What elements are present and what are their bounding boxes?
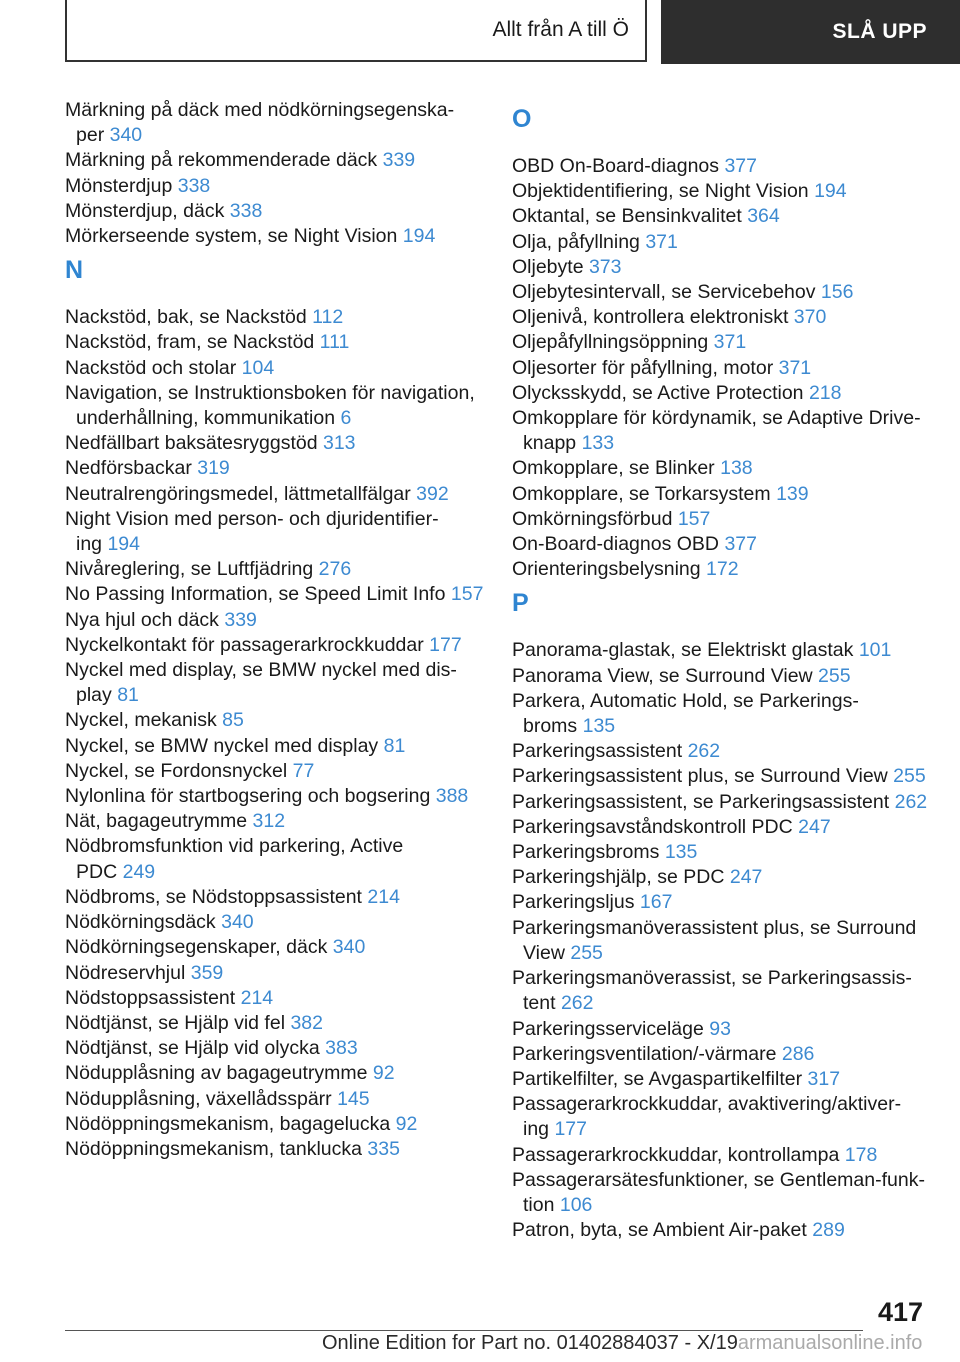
index-entry-text: Märkning på däck med nödkörningsegenska- <box>65 99 455 121</box>
index-entry-text: Nyckel med display, se BMW nyckel med dis- <box>65 659 457 682</box>
index-entry <box>512 179 942 204</box>
index-entry-text: Olja, påfyllning <box>512 230 646 253</box>
index-entry-text: Nödbromsfunktion vid parkering, Active <box>65 835 404 858</box>
index-entry-text: Navigation, se Instruktionsboken för navigation, <box>65 381 475 404</box>
index-entry <box>65 608 495 633</box>
index-entry <box>65 1112 495 1137</box>
page-link[interactable]: 81 <box>383 734 406 757</box>
page-link[interactable]: 177 <box>429 633 462 656</box>
page-link[interactable]: 382 <box>290 1011 323 1034</box>
index-entry-text: Nödöppningsmekanism, tanklucka <box>65 1137 368 1160</box>
index-entry <box>512 1017 942 1042</box>
index-entry-text: tion <box>523 1193 560 1216</box>
index-entry-text: Orienteringsbelysning <box>512 558 707 581</box>
index-entry-text: Parkeringsserviceläge <box>512 1017 710 1040</box>
page-link[interactable]: 335 <box>367 1137 400 1160</box>
page-link[interactable]: 255 <box>818 664 851 687</box>
index-entry-text: knapp <box>523 432 582 455</box>
index-entry-text: Parkeringsassistent plus, se Surround View <box>512 765 894 788</box>
index-entry-text: Patron, byta, se Ambient Air-paket <box>512 1219 813 1242</box>
page-link[interactable]: 364 <box>747 205 780 228</box>
index-entry-text: Mönsterdjup, däck <box>65 199 230 222</box>
index-entry-text: Olycksskydd, se Active Protection <box>512 381 809 404</box>
index-entry <box>65 910 495 935</box>
index-entry <box>65 1087 495 1112</box>
page-link[interactable]: 92 <box>372 1062 395 1085</box>
index-entry-text: Oljenivå, kontrollera elektroniskt <box>512 306 794 329</box>
index-entry-text: ing <box>523 1118 555 1141</box>
tab-lookup[interactable] <box>661 0 960 64</box>
index-entry <box>512 356 942 381</box>
index-entry <box>512 1143 942 1168</box>
index-entry <box>65 356 495 381</box>
index-entry <box>512 1218 942 1243</box>
page-link[interactable]: 135 <box>582 715 616 738</box>
tab-lookup-label: SLÅ UPP <box>832 20 927 43</box>
page-link[interactable]: 112 <box>312 306 344 329</box>
footer-edition-text: Online Edition for Part no. 01402884037 - X/19 <box>322 1332 738 1354</box>
page-link[interactable]: 133 <box>581 432 615 455</box>
page-link[interactable]: 276 <box>318 558 352 581</box>
page-link[interactable]: 359 <box>190 961 224 984</box>
page-link[interactable]: 312 <box>252 810 286 833</box>
page-link[interactable]: 371 <box>778 356 812 379</box>
page-link[interactable]: 93 <box>709 1017 731 1040</box>
page-link[interactable]: 106 <box>559 1193 593 1216</box>
index-entry <box>65 809 495 834</box>
page-link[interactable]: 262 <box>687 740 721 763</box>
index-entry-text: Omkörningsförbud <box>512 507 678 530</box>
index-entry <box>512 664 942 689</box>
index-entry-text: tent <box>523 992 561 1015</box>
index-entry <box>65 734 495 759</box>
index-entry <box>65 148 495 173</box>
index-entry-text: Nackstöd och stolar <box>65 356 242 379</box>
page-link[interactable]: 194 <box>402 225 436 248</box>
page-link[interactable]: 247 <box>729 866 763 889</box>
index-entry <box>512 557 942 582</box>
index-entry <box>512 406 942 456</box>
page-link[interactable]: 255 <box>893 765 926 788</box>
index-entry-text: Oktantal, se Bensinkvalitet <box>512 205 748 228</box>
index-entry-text: Nödupplåsning, växellådsspärr <box>65 1087 338 1110</box>
index-entry-text: Parkeringsassistent <box>512 740 688 763</box>
page-link[interactable]: 339 <box>224 608 257 631</box>
index-entry-text: Nödstoppsassistent <box>65 986 241 1009</box>
index-entry-text: Oljesorter för påfyllning, motor <box>512 356 779 379</box>
page-link[interactable]: 139 <box>776 482 809 505</box>
page-link[interactable]: 214 <box>240 986 274 1009</box>
index-entry-text: Omkopplare, se Blinker <box>512 457 721 480</box>
index-entry <box>65 98 495 148</box>
index-entry-text: Objektidentifiering, se Night Vision <box>512 180 815 203</box>
index-entry <box>512 330 942 355</box>
index-entry-text: Nyckel, mekanisk <box>65 709 223 732</box>
page-link[interactable]: 135 <box>664 841 698 864</box>
index-entry <box>65 784 495 809</box>
page-link[interactable]: 255 <box>570 941 603 964</box>
page-link[interactable]: 145 <box>337 1087 370 1110</box>
index-entry-text: Nät, bagageutrymme <box>65 810 253 833</box>
index-entry-text: Nackstöd, bak, se Nackstöd <box>65 306 313 329</box>
index-entry-text: Nivåreglering, se Luftfjädring <box>65 558 319 581</box>
index-entry-text: Nedfällbart baksätesryggstöd <box>65 432 323 455</box>
index-entry <box>65 885 495 910</box>
page-number: 417 <box>878 1297 924 1327</box>
index-entry-text: Parkeringsljus <box>512 891 640 914</box>
index-entry <box>65 935 495 960</box>
index-entry <box>512 1092 942 1142</box>
index-entry-text: Märkning på rekommenderade däck <box>65 149 383 172</box>
page-link[interactable]: 340 <box>221 911 254 934</box>
page-link[interactable]: 392 <box>416 482 449 505</box>
footer-divider <box>65 1330 863 1331</box>
index-entry-text: Nedförsbackar <box>65 457 198 480</box>
page-link[interactable]: 371 <box>713 331 747 354</box>
index-entry <box>65 330 495 355</box>
index-entry-text: play <box>76 684 118 707</box>
index-entry-text: Parkera, Automatic Hold, se Parkerings- <box>512 689 859 712</box>
page-link[interactable]: 111 <box>319 331 350 354</box>
index-entry-text: Partikelfilter, se Avgaspartikelfilter <box>512 1067 808 1090</box>
index-entry-text: PDC <box>76 860 123 883</box>
index-entry <box>512 689 942 739</box>
page-link[interactable]: 177 <box>554 1118 587 1141</box>
page-link[interactable]: 172 <box>706 558 739 581</box>
page-link[interactable]: 383 <box>325 1037 358 1060</box>
index-entry <box>65 658 495 708</box>
page-link[interactable]: 262 <box>560 992 594 1015</box>
index-entry-text: Nödkörningsdäck <box>65 911 222 934</box>
page-link[interactable]: 286 <box>781 1042 815 1065</box>
index-entry <box>512 507 942 532</box>
page-link[interactable]: 214 <box>367 885 400 908</box>
index-entry-text: Nödbroms, se Nödstoppsassistent <box>65 885 368 908</box>
index-entry-text: Parkeringsventilation/-värmare <box>512 1042 782 1065</box>
index-entry <box>65 199 495 224</box>
page-link[interactable]: 218 <box>808 381 842 404</box>
index-entry-text: Nackstöd, fram, se Nackstöd <box>65 331 320 354</box>
page-link[interactable]: 338 <box>177 174 211 197</box>
index-entry <box>512 815 942 840</box>
index-column-left <box>65 98 495 1162</box>
footer-watermark: armanualsonline.info <box>737 1332 923 1354</box>
index-entry <box>65 174 495 199</box>
index-entry <box>512 1042 942 1067</box>
section-letter: O <box>512 105 532 133</box>
index-entry-text: Oljebyte <box>512 255 589 278</box>
index-entry <box>65 305 495 330</box>
page-link[interactable]: 319 <box>197 457 230 480</box>
index-entry-text: Night Vision med person- och djuridentifier- <box>65 507 439 530</box>
index-entry <box>512 916 942 966</box>
index-entry <box>65 482 495 507</box>
index-entry <box>65 961 495 986</box>
page-link[interactable]: 313 <box>322 432 356 455</box>
index-entry <box>512 456 942 481</box>
index-entry <box>65 759 495 784</box>
page-link[interactable]: 81 <box>117 684 139 707</box>
index-entry-text: View <box>523 941 571 964</box>
page-link[interactable]: 338 <box>229 199 263 222</box>
index-entry-text: Nödtjänst, se Hjälp vid olycka <box>65 1037 326 1060</box>
index-entry <box>512 865 942 890</box>
index-entry-text: Nödkörningsegenskaper, däck <box>65 936 333 959</box>
index-column-right <box>512 98 942 1243</box>
index-entry-text: per <box>76 124 110 147</box>
index-entry <box>512 154 942 179</box>
page-link[interactable]: 317 <box>807 1067 841 1090</box>
index-entry-text: Passagerarkrockkuddar, kontrollampa <box>512 1143 845 1166</box>
page-link[interactable]: 340 <box>109 124 143 147</box>
index-entry-text: Parkeringsmanöverassist, se Parkeringsassis- <box>512 967 912 990</box>
index-entry-text: Neutralrengöringsmedel, lättmetallfälgar <box>65 482 417 505</box>
index-entry <box>65 381 495 431</box>
index-entry-text: Nya hjul och däck <box>65 608 225 631</box>
page-link[interactable]: 289 <box>812 1219 845 1242</box>
page-link[interactable]: 247 <box>798 815 831 838</box>
index-entry-text: Omkopplare för kördynamik, se Adaptive Drive- <box>512 407 921 430</box>
footer <box>322 1332 922 1355</box>
index-entry <box>512 638 942 663</box>
index-entry-text: Nyckel, se Fordonsnyckel <box>65 759 293 782</box>
index-entry <box>512 790 942 815</box>
index-entry-text: Nylonlina för startbogsering och bogsering <box>65 785 436 808</box>
index-entry-text: Nyckelkontakt för passagerarkrockkuddar <box>65 633 430 656</box>
index-entry <box>512 1168 942 1218</box>
index-entry-text: Nödöppningsmekanism, bagagelucka <box>65 1112 396 1135</box>
page-link[interactable]: 157 <box>677 507 711 530</box>
index-entry <box>512 381 942 406</box>
section-letter: N <box>65 256 84 285</box>
index-entry <box>512 482 942 507</box>
page-link[interactable]: 340 <box>332 936 366 959</box>
index-entry-text: broms <box>523 715 583 738</box>
index-entry-text: Nyckel, se BMW nyckel med display <box>65 734 384 757</box>
page-link[interactable]: 167 <box>639 891 673 914</box>
index-entry-text: Mörkerseende system, se Night Vision <box>65 225 403 248</box>
section-letter: P <box>512 589 529 618</box>
index-entry-text: OBD On-Board-diagnos <box>512 155 725 177</box>
index-entry <box>65 834 495 884</box>
index-entry-text: Panorama View, se Surround View <box>512 664 819 687</box>
index-entry-text: Omkopplare, se Torkarsystem <box>512 482 777 505</box>
index-entry <box>512 280 942 305</box>
index-entry-text: Parkeringsbroms <box>512 841 665 864</box>
index-entry-text: Parkeringsmanöverassistent plus, se Surround <box>512 916 917 939</box>
index-entry <box>512 204 942 229</box>
index-entry-text: Parkeringsassistent, se Parkeringsassistent <box>512 790 895 813</box>
page-link[interactable]: 339 <box>382 149 416 172</box>
index-entry <box>65 633 495 658</box>
index-entry-text: Nödreservhjul <box>65 961 191 984</box>
index-entry-text: ing <box>76 533 108 556</box>
index-entry-text: Panorama-glastak, se Elektriskt glastak <box>512 639 859 662</box>
index-entry-text: Parkeringshjälp, se PDC <box>512 866 730 889</box>
page-link[interactable]: 85 <box>222 709 244 732</box>
index-entry <box>65 1036 495 1061</box>
page-link[interactable]: 138 <box>720 457 753 480</box>
page-link[interactable]: 388 <box>435 785 469 808</box>
index-entry <box>512 890 942 915</box>
page-link[interactable]: 156 <box>820 281 854 304</box>
page-link[interactable]: 194 <box>107 533 140 556</box>
page-link[interactable]: 92 <box>395 1112 418 1135</box>
index-entry <box>65 224 495 249</box>
page-link[interactable]: 101 <box>858 639 892 662</box>
index-entry <box>512 739 942 764</box>
index-entry <box>512 230 942 255</box>
index-entry <box>512 966 942 1016</box>
page-link[interactable]: 373 <box>588 255 622 278</box>
index-entry <box>65 1011 495 1036</box>
index-entry <box>65 507 495 557</box>
tab-a-to-z[interactable] <box>65 0 647 62</box>
page-link[interactable]: 157 <box>450 583 484 606</box>
page-link[interactable]: 262 <box>894 790 928 813</box>
page-link[interactable]: 371 <box>645 230 678 253</box>
index-entry <box>65 456 495 481</box>
index-entry <box>512 1067 942 1092</box>
index-entry-text: Nödupplåsning av bagageutrymme <box>65 1062 373 1085</box>
index-entry <box>512 532 942 557</box>
index-entry <box>512 255 942 280</box>
index-entry <box>65 582 495 607</box>
top-navigation <box>65 0 960 64</box>
index-entry <box>65 557 495 582</box>
index-entry-text: Oljepåfyllningsöppning <box>512 331 714 354</box>
index-entry <box>512 764 942 789</box>
index-entry <box>65 431 495 456</box>
index-entry-text: Parkeringsavståndskontroll PDC <box>512 815 799 838</box>
index-entry <box>512 840 942 865</box>
page-link[interactable]: 6 <box>340 407 352 430</box>
page-link[interactable]: 370 <box>793 306 827 329</box>
index-entry-text: Oljebytesintervall, se Servicebehov <box>512 281 821 304</box>
index-entry <box>65 986 495 1011</box>
index-entry-text: Passagerarkrockkuddar, avaktivering/aktiver- <box>512 1093 902 1116</box>
page-link[interactable]: 77 <box>292 759 315 782</box>
index-entry-text: On-Board-diagnos OBD <box>512 533 725 556</box>
index-entry <box>512 305 942 330</box>
page-link[interactable]: 377 <box>724 155 757 177</box>
page-link[interactable]: 249 <box>122 860 156 883</box>
index-entry-text: Nödtjänst, se Hjälp vid fel <box>65 1011 291 1034</box>
index-entry <box>65 708 495 733</box>
index-entry-text: No Passing Information, se Speed Limit Info <box>65 583 451 606</box>
index-entry <box>65 1061 495 1086</box>
index-entry-text: Passagerarsätesfunktioner, se Gentleman-funk- <box>512 1168 925 1191</box>
index-entry-text: underhållning, kommunikation <box>76 407 341 430</box>
page-link[interactable]: 178 <box>844 1143 878 1166</box>
tab-a-to-z-label: Allt från A till Ö <box>492 18 629 41</box>
index-entry-text: Mönsterdjup <box>65 174 178 197</box>
index-entry <box>65 1137 495 1162</box>
page-link[interactable]: 104 <box>241 356 275 379</box>
page-link[interactable]: 194 <box>814 180 847 203</box>
page-link[interactable]: 377 <box>724 533 757 556</box>
